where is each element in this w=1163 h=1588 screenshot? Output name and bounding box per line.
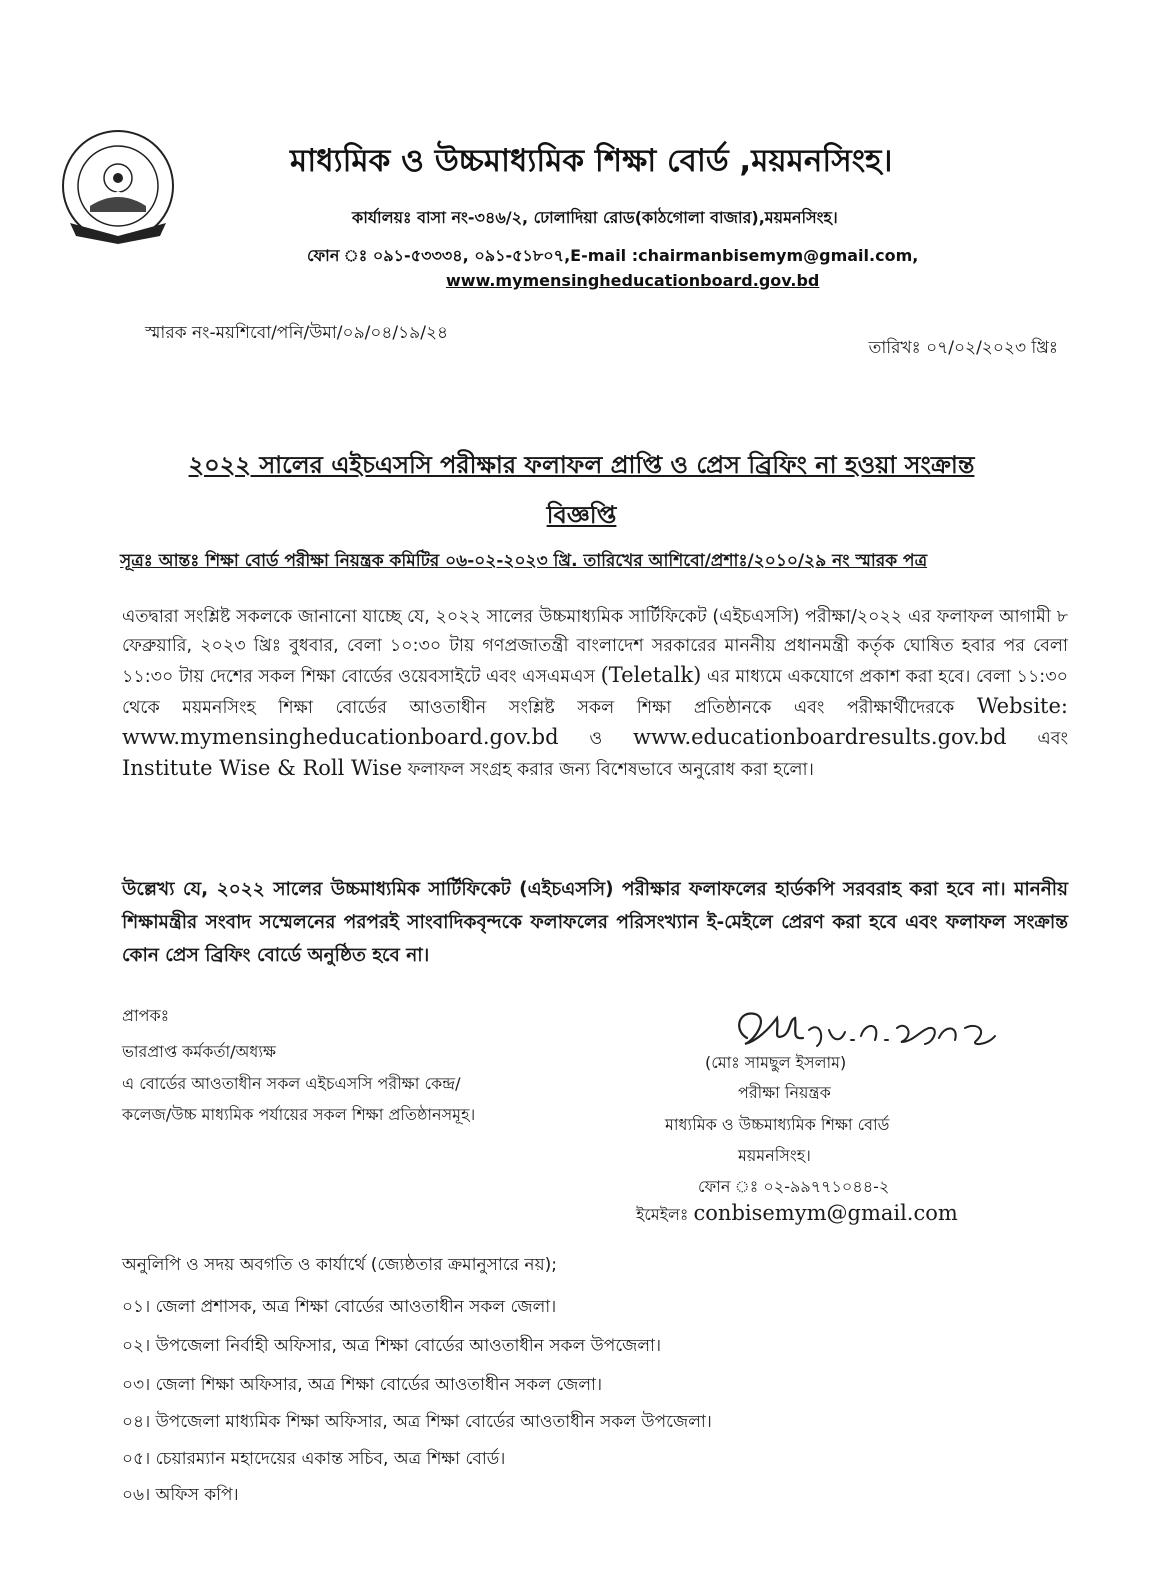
recipient-line: কলেজ/উচ্চ মাধ্যমিক পর্যায়ের সকল শিক্ষা প্রতিষ্ঠানসমূহ। (122, 1105, 476, 1124)
body-text: ফলাফল সংগ্রহ করার জন্য বিশেষভাবে অনুরোধ করা হলো। (407, 760, 814, 780)
recipient-line: ভারপ্রাপ্ত কর্মকর্তা/অধ্যক্ষ (122, 1042, 276, 1061)
signatory-name: (মোঃ সামছুল ইসলাম) (705, 1053, 847, 1072)
body-text-english: (Teletalk) (600, 663, 702, 687)
copy-item: ০৬। অফিস কপি। (122, 1485, 239, 1505)
memo-number: স্মারক নং-ময়শিবো/পনি/উমা/০৯/০৪/১৯/২৪ (145, 323, 449, 343)
recipient-line: এ বোর্ডের আওতাধীন সকল এইচএসসি পরীক্ষা কেন্দ্র/ (122, 1074, 461, 1093)
office-address: কার্যালয়ঃ বাসা নং-৩৪৬/২, ঢোলাদিয়া রোড(কাঠগোলা বাজার),ময়মনসিংহ। (352, 208, 838, 227)
website-link[interactable]: www.mymensingheducationboard.gov.bd (446, 271, 820, 290)
body-text: এবং (1037, 729, 1068, 749)
website-url[interactable]: Website: www.mymensingheducationboard.gov.bd (122, 694, 1068, 749)
copies-heading: অনুলিপি ও সদয় অবগতি ও কার্যার্থে (জ্যেষ্ঠতার ক্রমানুসারে নয়); (122, 1255, 557, 1275)
signatory-email-line (636, 1201, 958, 1229)
results-website-url[interactable]: www.educationboardresults.gov.bd (633, 725, 1007, 749)
body-text: ও (589, 729, 603, 749)
signatory-designation: পরীক্ষা নিয়ন্ত্রক (738, 1083, 831, 1102)
body-paragraph-1 (122, 603, 1068, 785)
notice-title: ২০২২ সালের এইচএসসি পরীক্ষার ফলাফল প্রাপ্তি ও প্রেস ব্রিফিং না হওয়া সংক্রান্ত (188, 451, 975, 479)
issue-date: তারিখঃ ০৭/০২/২০২৩ খ্রিঃ (868, 338, 1058, 358)
body-paragraph-2: উল্লেখ্য যে, ২০২২ সালের উচ্চমাধ্যমিক সার্টিফিকেট (এইচএসসি) পরীক্ষার ফলাফলের হার্ডকপি সরবরাহ করা হবে না। মাননীয় শিক্ষামন্ত্রীর সংবাদ সম্মেলনের পরপরই সাংবাদিকবৃন্দকে ফলাফলের পরিসংখ্যান ই-মেইলে প্রেরণ করা হবে এবং ফলাফল সংক্রান্ত কোন প্রেস ব্রিফিং বোর্ডে অনুষ্ঠিত হবে না। (122, 879, 1068, 966)
reference-line: সূত্রঃ আন্তঃ শিক্ষা বোর্ড পরীক্ষা নিয়ন্ত্রক কমিটির ০৬-০২-২০২৩ খ্রি. তারিখের আশিবো/প্রশাঃ/২০১০/২৯ নং স্মারক পত্র (120, 551, 928, 571)
copy-item: ০৪। উপজেলা মাধ্যমিক শিক্ষা অফিসার, অত্র শিক্ষা বোর্ডের আওতাধীন সকল উপজেলা। (122, 1412, 712, 1432)
copy-item: ০৩। জেলা শিক্ষা অফিসার, অত্র শিক্ষা বোর্ডের আওতাধীন সকল জেলা। (122, 1375, 603, 1395)
signatory-organization: মাধ্যমিক ও উচ্চমাধ্যমিক শিক্ষা বোর্ড (665, 1115, 890, 1134)
body-text: এতদ্বারা সংশ্লিষ্ট সকলকে জানানো যাচ্ছে যে, ২০২২ সালের উচ্চমাধ্যমিক সার্টিফিকেট (এইচএসসি) পরীক্ষা/২০২২ এর ফলাফল আগামী ৮ ফেব্রুয়ারি, ২০২৩ খ্রিঃ বুধবার, বেলা ১০:৩০ টায় গণপ্রজাতন্ত্রী বাংলাদেশ সরকারের মাননীয় প্রধানমন্ত্রী কর্তৃক ঘোষিত হবার পর বেলা ১১:৩০ টায় দেশের সকল শিক্ষা বোর্ডের ওয়েবসাইটে এবং এসএমএস (122, 607, 1068, 687)
body-text-english: Institute Wise & Roll Wise (122, 756, 403, 780)
board-seal-logo (60, 128, 176, 244)
copy-item: ০১। জেলা প্রশাসক, অত্র শিক্ষা বোর্ডের আওতাধীন সকল জেলা। (122, 1297, 557, 1317)
notice-title-sub: বিজ্ঞপ্তি (546, 501, 617, 529)
signatory-city: ময়মনসিংহ। (738, 1146, 811, 1165)
copy-item: ০৫। চেয়ারম্যান মহাদেয়ের একান্ত সচিব, অত্র শিক্ষা বোর্ড। (122, 1449, 506, 1469)
board-name-heading: মাধ্যমিক ও উচ্চমাধ্যমিক শিক্ষা বোর্ড ,ময়মনসিংহ। (290, 143, 893, 179)
email-address[interactable]: conbisemym@gmail.com (693, 1201, 958, 1225)
contact-line: ফোন ঃ ০৯১-৫৩৩৩৪, ০৯১-৫১৮০৭,E-mail :chairmanbisemym@gmail.com, (307, 246, 919, 265)
copy-item: ০২। উপজেলা নির্বাহী অফিসার, অত্র শিক্ষা বোর্ডের আওতাধীন সকল উপজেলা। (122, 1336, 662, 1356)
body-text: এর মাধ্যমে একযোগে প্রকাশ করা হবে। বেলা ১১:৩০ থেকে ময়মনসিংহ শিক্ষা বোর্ডের আওতাধীন সংশ্লিষ্ট সকল শিক্ষা প্রতিষ্ঠানকে এবং পরীক্ষার্থীদেরকে (122, 667, 1068, 718)
recipient-label: প্রাপকঃ (122, 1006, 170, 1025)
signatory-phone: ফোন ঃ ০২-৯৯৭৭১০৪৪-২ (698, 1177, 890, 1196)
email-label: ইমেইলঃ (636, 1205, 689, 1224)
